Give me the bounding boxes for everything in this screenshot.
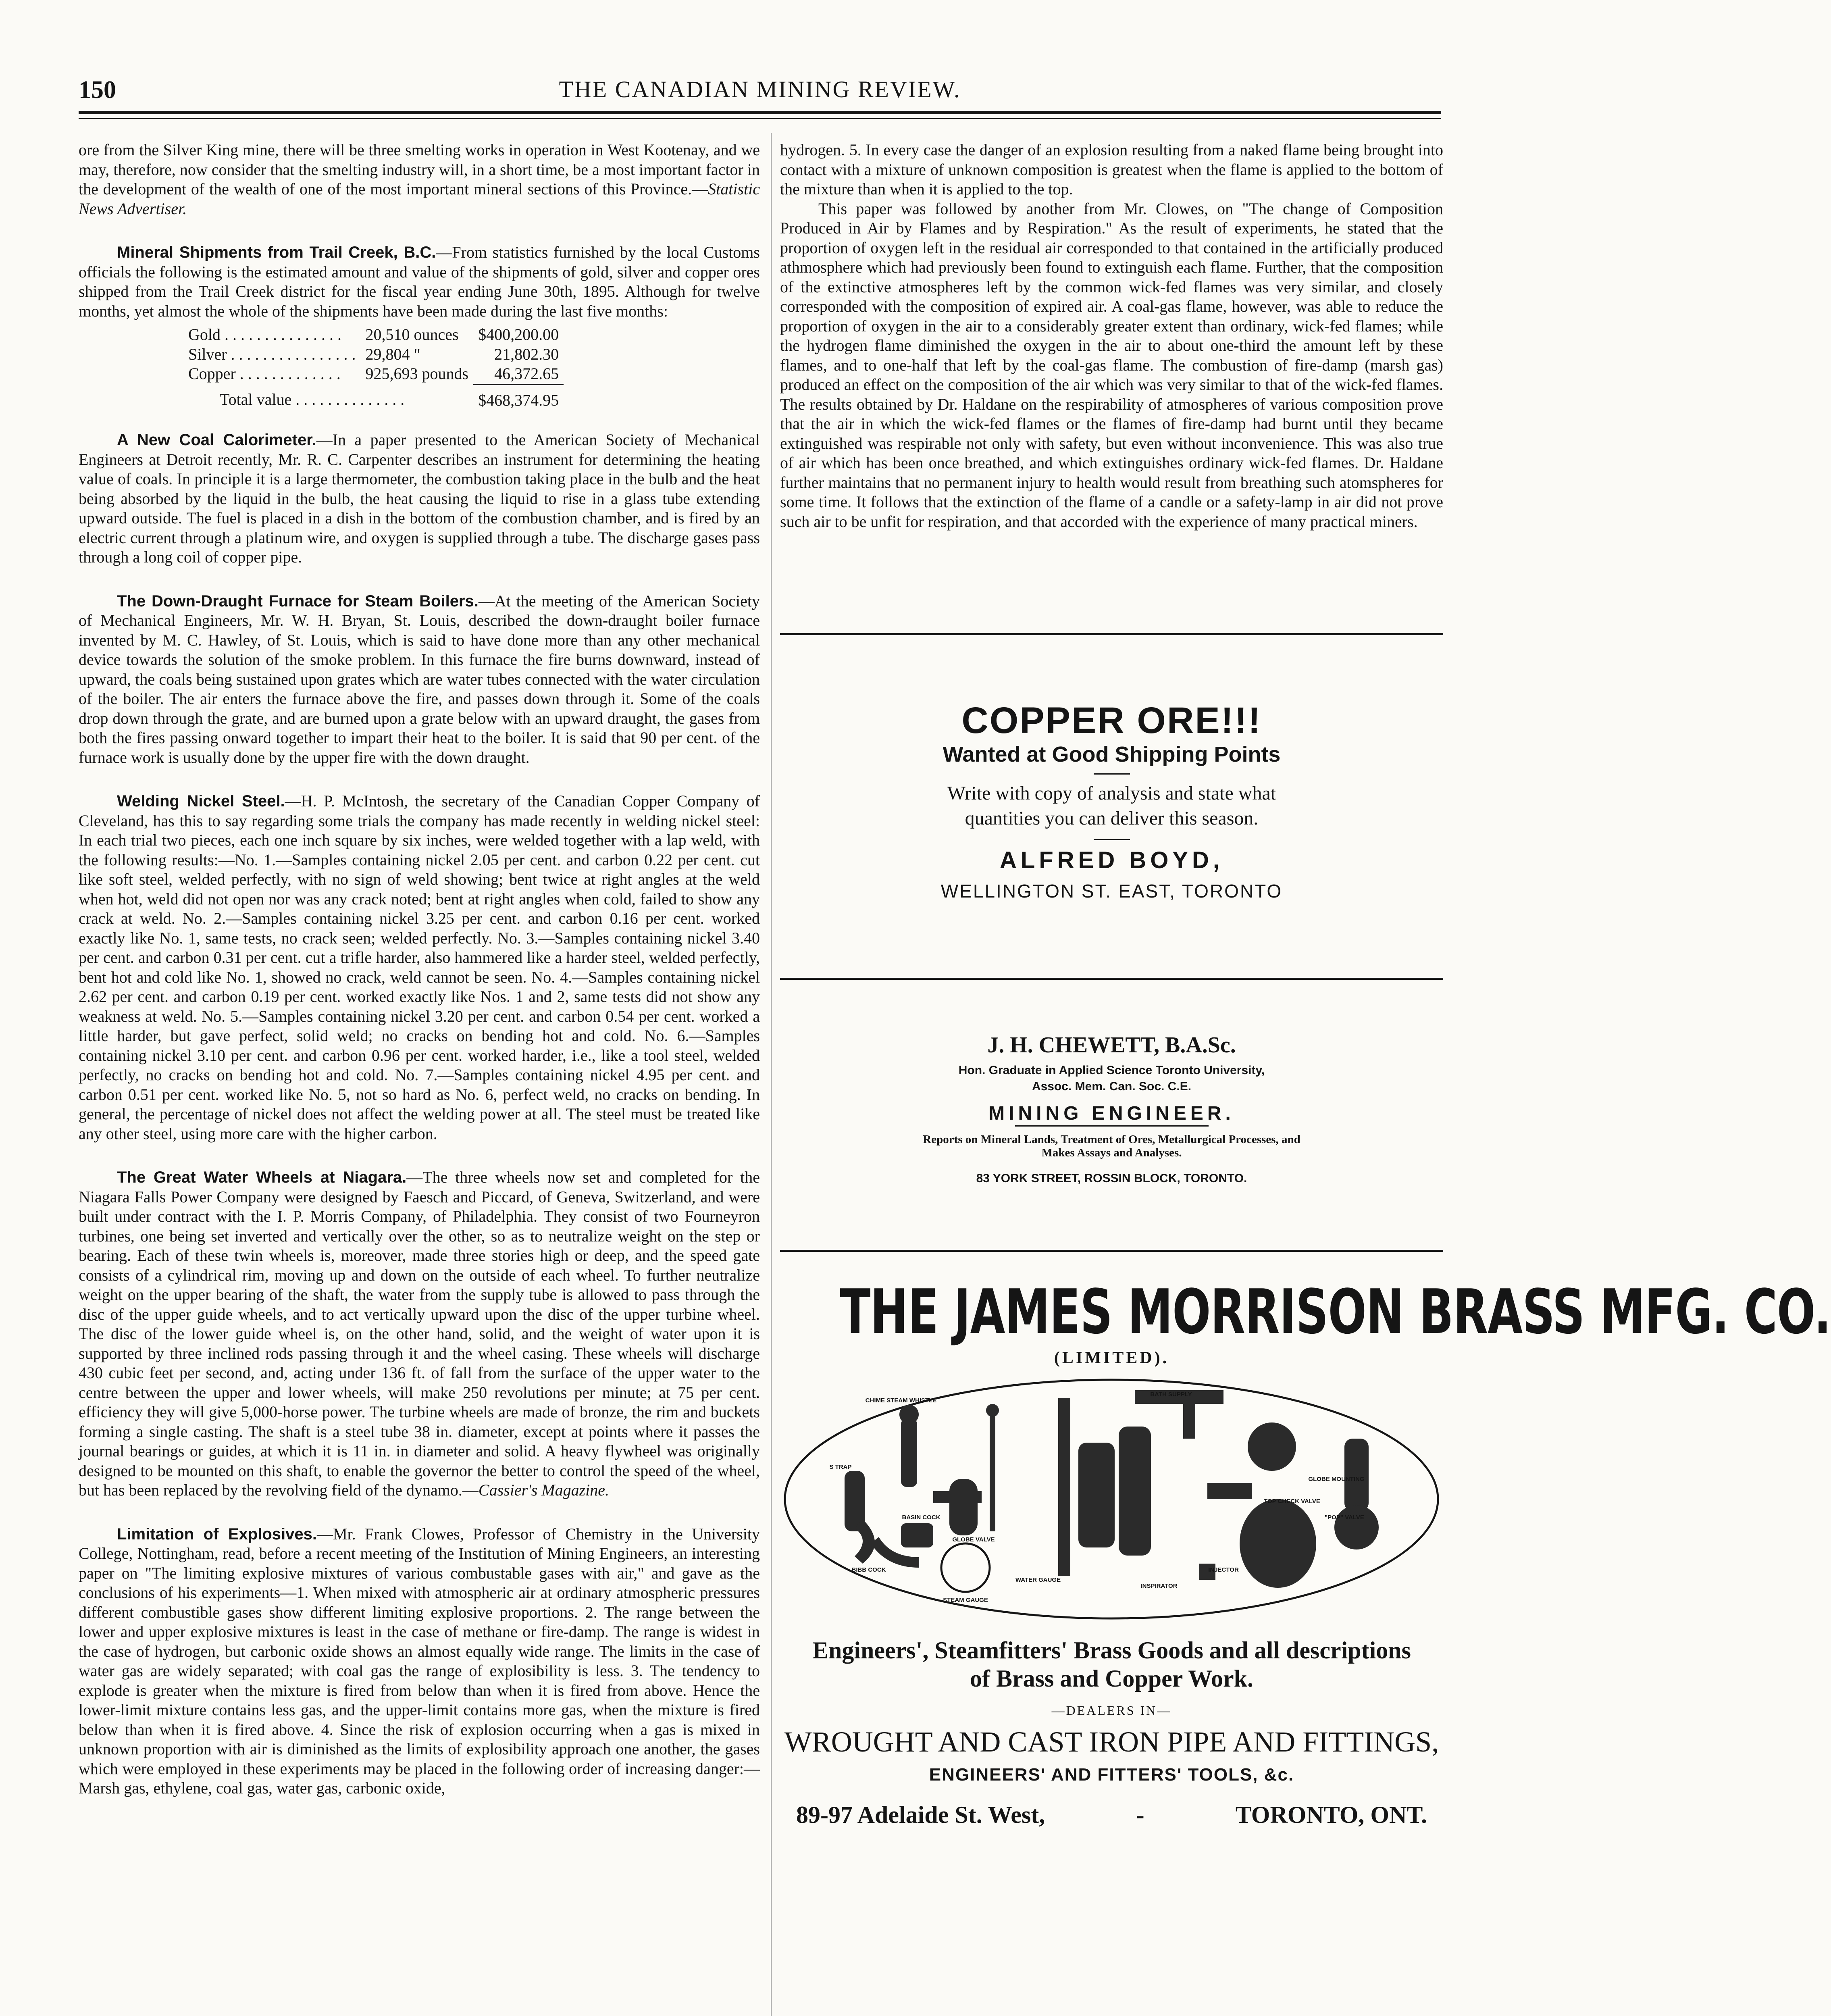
label-globe-valve: GLOBE VALVE (952, 1536, 995, 1543)
chewett-address: 83 YORK STREET, ROSSIN BLOCK, TORONTO. (976, 1172, 1247, 1185)
chewett-credentials-1: Hon. Graduate in Applied Science Toronto University, (958, 1064, 1265, 1077)
copper-ad-subtitle: Wanted at Good Shipping Points (943, 742, 1281, 766)
journal-title: THE CANADIAN MINING REVIEW. (559, 76, 961, 102)
brass-goods-illustration (780, 1374, 1443, 1624)
explosives-title: Limitation of Explosives. (117, 1525, 317, 1543)
morrison-tools: ENGINEERS' AND FITTERS' TOOLS, &c. (929, 1765, 1294, 1785)
chewett-name: J. H. CHEWETT, B.A.Sc. (987, 1033, 1236, 1058)
pop-valve-icon (1240, 1499, 1316, 1588)
article-furnace (79, 591, 760, 768)
morrison-address: 89-97 Adelaide St. West, (796, 1801, 1045, 1828)
divider (1094, 773, 1130, 775)
copper-ad-text-2: quantities you can deliver this season. (965, 808, 1259, 829)
divider (1094, 839, 1130, 840)
article-calorimeter (79, 430, 760, 567)
morrison-line-1: Engineers', Steamfitters' Brass Goods and all descriptions (812, 1637, 1411, 1664)
inspirator-icon (1058, 1398, 1070, 1576)
table-row (183, 364, 564, 384)
ad-chewett (780, 1032, 1443, 1185)
value-cell: 46,372.65 (494, 364, 559, 383)
mineral-title: Mineral Shipments from Trail Creek, B.C. (117, 244, 436, 261)
left-column (79, 140, 760, 1822)
header-rule-thick (79, 111, 1441, 114)
value-cell: 21,802.30 (494, 345, 559, 363)
intro-source: Statistic News Advertiser. (79, 180, 760, 218)
chewett-services-1: Reports on Mineral Lands, Treatment of Ores, Metallurgical Processes, and (923, 1133, 1300, 1146)
right-column (780, 140, 1443, 531)
ad-rule (780, 1250, 1443, 1252)
ad-rule (780, 978, 1443, 980)
label-injector: INJECTOR (1208, 1566, 1239, 1573)
steam-gauge-icon (941, 1543, 990, 1592)
column-divider (771, 133, 772, 2016)
calorimeter-title: A New Coal Calorimeter. (117, 431, 316, 449)
morrison-address-line (780, 1801, 1443, 1829)
water-gauge-icon (990, 1410, 995, 1531)
total-label: Total value . . . . . . . . . . . . . . (220, 390, 405, 408)
label-inspirator: INSPIRATOR (1140, 1583, 1178, 1589)
qty-cell: 20,510 ounces (365, 325, 459, 344)
table-total-row (183, 384, 564, 410)
page-header (79, 76, 1441, 108)
welding-title: Welding Nickel Steel. (117, 792, 285, 810)
label-bath: BATH SUPPLY (1150, 1391, 1192, 1398)
intro-text: ore from the Silver King mine, there will be three smelting works in operation in West Kootenay, and we may, therefore, now consider that the smelting industry will, in a short time, be a most important factor in the development of the wealth of one of the most important mineral sections of this Province.— (79, 141, 760, 198)
label-trap: S TRAP (829, 1464, 852, 1470)
morrison-line-2: of Brass and Copper Work. (970, 1665, 1253, 1692)
chewett-credentials-2: Assoc. Mem. Can. Soc. C.E. (1032, 1080, 1192, 1093)
check-valve-icon (1207, 1483, 1252, 1499)
furnace-title: The Down-Draught Furnace for Steam Boilers. (117, 592, 479, 610)
ad-james-morrison (780, 1276, 1831, 1829)
chewett-services-2: Makes Assays and Analyses. (1041, 1146, 1182, 1159)
table-row (183, 345, 564, 364)
injector-icon (1078, 1443, 1115, 1547)
total-value: $468,374.95 (473, 384, 564, 410)
morrison-limited: (LIMITED). (1054, 1349, 1169, 1367)
header-rule-thin (79, 118, 1441, 119)
metal-cell: Silver . . . . . . . . . . . . . . . . (188, 345, 356, 363)
welding-body: —H. P. McIntosh, the secretary of the Canadian Copper Company of Cleveland, has this to say regarding some trials the company has made recently in welding nickel steel: In each trial two pieces, each one inch square by six inches, were welded together with a lap weld, with the following results:—No. 1.—Samples containing nickel 2.05 per cent. and carbon 0.22 per cent. cut like soft steel, welded perfectly, with no sign of weld showing; bent twice at right angles at the weld when hot, weld did not open nor was any crack noted; bent at right angles when cold, failed to show any crack at weld. No. 2.—Samples containing nickel 3.25 per cent. and carbon 0.16 per cent. worked exactly like No. 1, same tests, no crack seen; welded perfectly. No. 3.—Samples containing nickel 3.40 per cent. and carbon 0.31 per cent. cut a trifle harder, also hammered like a harder steel, welded perfectly, bent hot and cold like No. 1, showed no crack, weld cannot be seen. No. 4.—Samples containing nickel 2.62 per cent. and carbon 0.19 per cent. worked exactly like Nos. 1 and 2, same tests did not show any weakness at weld. No. 5.—Samples containing nickel 3.20 per cent. and carbon 0.54 per cent. worked a little harder, but gave perfect, solid weld; no cracks on bending hot and cold. No. 6.—Samples containing nickel 3.10 per cent. and carbon 0.96 per cent. worked harder, i.e., like a tool steel, welded perfectly, no cracks on bending hot and cold. No. 7.—Samples containing nickel 4.95 per cent. and carbon 0.51 per cent. worked like No. 5, not so hard as No. 6, perfect weld, no cracks on bending. In general, the percentage of nickel does not affect the welding power at all. The steel must be treated like any other steel, using more care with the higher carbon. (79, 792, 760, 1143)
morrison-wrought: WROUGHT AND CAST IRON PIPE AND FITTINGS, (784, 1726, 1439, 1758)
label-basin: BASIN COCK (902, 1514, 940, 1521)
article-explosives (79, 1524, 760, 1798)
wheels-title: The Great Water Wheels at Niagara. (117, 1168, 407, 1186)
globe-mounting-icon (1248, 1422, 1296, 1471)
wheels-source: Cassier's Magazine. (478, 1481, 610, 1499)
label-globe-mounting: GLOBE MOUNTING (1308, 1476, 1365, 1483)
morrison-dealers: —DEALERS IN— (1051, 1703, 1172, 1718)
metal-cell: Gold . . . . . . . . . . . . . . . (188, 325, 341, 344)
label-chime: CHIME STEAM WHISTLE (865, 1397, 937, 1404)
label-steam-gauge: STEAM GAUGE (943, 1597, 988, 1604)
value-cell: $400,200.00 (478, 325, 559, 344)
furnace-body: —At the meeting of the American Society of Mechanical Engineers, Mr. W. H. Bryan, St. Louis, described the down-draught boiler furnace invented by M. C. Hawley, of St. Louis, which is said to have done more than any other mechanical device towards the solution of the smoke problem. In this furnace the fire burns downward, instead of upward, the coals being sustained upon grates which are water tubes connected with the water circulation of the boiler. The air enters the furnace above the fire, and passes down through it. Some of the coals drop down through the grate, and are burned upon a grate below with an upward draught, the gases from both the fires passing onward together to impart their heat to the boiler. It is said that 90 per cent. of the furnace work is usually done by the upper fire with the down draught. (79, 591, 760, 766)
explosives-continuation: hydrogen. 5. In every case the danger of an explosion resulting from a naked flame being brought into contact with a mixture of unknown composition is greatest when the flame is applied to the bottom of the mixture than when it is applied to the top. (780, 141, 1443, 198)
followup-paragraph (780, 199, 1443, 532)
basin-cock-icon (901, 1523, 933, 1547)
label-check-valve: TOP CHECK VALVE (1264, 1498, 1320, 1505)
article-intro (79, 140, 760, 219)
qty-cell: 925,693 pounds (365, 364, 469, 383)
page-number: 150 (79, 76, 116, 104)
label-bibb: BIBB COCK (851, 1566, 886, 1573)
copper-ad-title: COPPER ORE!!! (961, 700, 1262, 741)
shipments-table (183, 325, 564, 410)
copper-ad-text-1: Write with copy of analysis and state what (947, 783, 1276, 804)
morrison-title: THE JAMES MORRISON BRASS MFG. CO. (840, 1276, 1831, 1347)
globe-valve-icon (949, 1479, 978, 1535)
mineral-body: —From statistics furnished by the local Customs officials the following is the estimated amount and value of the shipments of gold, silver and copper ores shipped from the Trail Creek district for the fiscal year ending June 30th, 1895. Although for twelve months, yet almost the whole of the shipments have been made during the last five months: (79, 243, 760, 320)
article-mineral-shipments (79, 243, 760, 410)
metal-cell: Copper . . . . . . . . . . . . . (188, 364, 341, 383)
wheels-body: —The three wheels now set and completed for the Niagara Falls Power Company were designed by Faesch and Piccard, of Geneva, Switzerland, and were built under contract with the I. P. Morris Company, of Philadelphia. They consist of two Fourneyron turbines, one being set inverted and vertically over the other, so as to neutralize weight on the step or bearing. Each of these twin wheels is, moreover, made three stories high or deep, and the speed gate consists of a cylindrical rim, moving up and down on the outside of each wheel. To further neutralize weight on the upper bearing of the shaft, the water from the supply tube is allowed to pass through the disc of the upper guide wheels, and to act vertically upward upon the disc of the upper turbine wheel. The disc of the lower guide wheel is, on the other hand, solid, and the weight of water upon it is supported by three inclined rods passing through it and the wheel casing. These wheels will discharge 430 cubic feet per second, and, acting under 136 ft. of fall from the surface of the upper water to the centre between the upper and lower wheels, will make 250 revolutions per minute; at 75 per cent. efficiency they will give 5,000-horse power. The turbine wheels are made of bronze, the rim and buckets forming a single casting. The shaft is a steel tube 38 in. diameter, except at points where it passes the journal bearings or guides, at which it is 11 in. in diameter and solid. A heavy flywheel was originally designed to be mounted on this shaft, to enable the governor the better to control the speed of the wheel, but has been replaced by the revolving field of the dynamo.— (79, 1168, 760, 1499)
ad-rule (780, 633, 1443, 635)
ad-copper-ore (780, 700, 1443, 902)
label-pop-valve: "POP" VALVE (1325, 1514, 1364, 1521)
explosives-body: —Mr. Frank Clowes, Professor of Chemistry in the University College, Nottingham, read, before a recent meeting of the Institution of Mining Engineers, an interesting paper on "The limiting explosive mixtures of various combustable gases with air," and gave as the conclusions of his experiments—1. When mixed with atmospheric air at ordinary atmospheric pressures different combustible gases show different limiting explosive proportions. 2. The range between the lower and upper explosive mixtures is least in the case of methane or fire-damp. The range is widest in the case of hydrogen, but carbonic oxide shows an almost equally wide range. The limits in the case of water gas are widely separated; with coal gas the range of explosibility is less. 3. The tendency to explode is greater when the mixture is fired from below than when it is fired from above. Hence the lower-limit mixture contains less gas, and the upper-limit contains more gas, when the mixture is fired below than when it is fired above. 4. Since the risk of explosion occurring when a gas is mixed in unknown proportion with air is diminished as the limits of explosibility approach one another, the gases which were employed in these experiments may be placed in the following order of increasing danger:—Marsh gas, ethylene, coal gas, water gas, carbonic oxide, (79, 1524, 760, 1797)
qty-cell: 29,804 " (365, 345, 420, 363)
morrison-dash: - (1136, 1801, 1144, 1828)
copper-ad-address: WELLINGTON ST. EAST, TORONTO (940, 881, 1283, 902)
article-water-wheels (79, 1168, 760, 1500)
copper-ad-name: ALFRED BOYD, (1000, 847, 1223, 873)
article-welding (79, 791, 760, 1143)
divider (1015, 1125, 1209, 1127)
morrison-city: TORONTO, ONT. (1235, 1801, 1427, 1828)
calorimeter-body: —In a paper presented to the American Society of Mechanical Engineers at Detroit recently, Mr. R. C. Carpenter describes an instrument for determining the heating value of coals. In principle it is a large thermometer, the combustion taking place in the bulb and the heat being absorbed by the liquid in the bulb, the heat causing the liquid to rise in a glass tube extending upward outside. The fuel is placed in a dish in the bottom of the combustion chamber, and is fired by an electric current through a platinum wire, and oxygen is supplied through a tube. The discharge gases pass through a long coil of copper pipe. (79, 431, 760, 566)
whistle-icon (901, 1418, 917, 1487)
table-row (183, 325, 564, 345)
chewett-profession: MINING ENGINEER. (988, 1103, 1235, 1124)
label-water-gauge: WATER GAUGE (1015, 1577, 1061, 1583)
followup-text: This paper was followed by another from Mr. Clowes, on "The change of Composition Produced in Air by Flames and by Respiration." As the result of experiments, he stated that the proportion of oxygen left in the residual air corresponded to that contained in the artificially produced athmosphere which had previously been found to extinguish each flame. Further, that the composition of the extinctive atmospheres left by the common wick-fed flames was very similar, and closely corresponded with the composition of expired air. A coal-gas flame, however, was able to reduce the proportion of oxygen in the air to a considerably greater extent than ordinary, wick-fed flames; while the hydrogen flame diminished the oxygen in the air to about one-third the amount left by these flames, and to one-half that left by the coal-gas flame. The combustion of fire-damp (marsh gas) produced an effect on the composition of the air which was very similar to that of the wick-fed flames. The results obtained by Dr. Haldane on the respirability of atmospheres of various composition prove that the air in which the wick-fed flames or the flames of fire-damp had burnt until they became extinguished was respirable not only with safety, but even without inconvenience. This was also true of air which has been once breathed, and which extinguishes ordinary wick-fed flames. Dr. Haldane further maintains that no permanent injury to health would result from breathing such atomspheres for some time. It follows that the extinction of the flame of a candle or a safety-lamp in air did not prove such air to be unfit for respiration, and that accorded with the experience of many practical miners. (780, 199, 1443, 531)
